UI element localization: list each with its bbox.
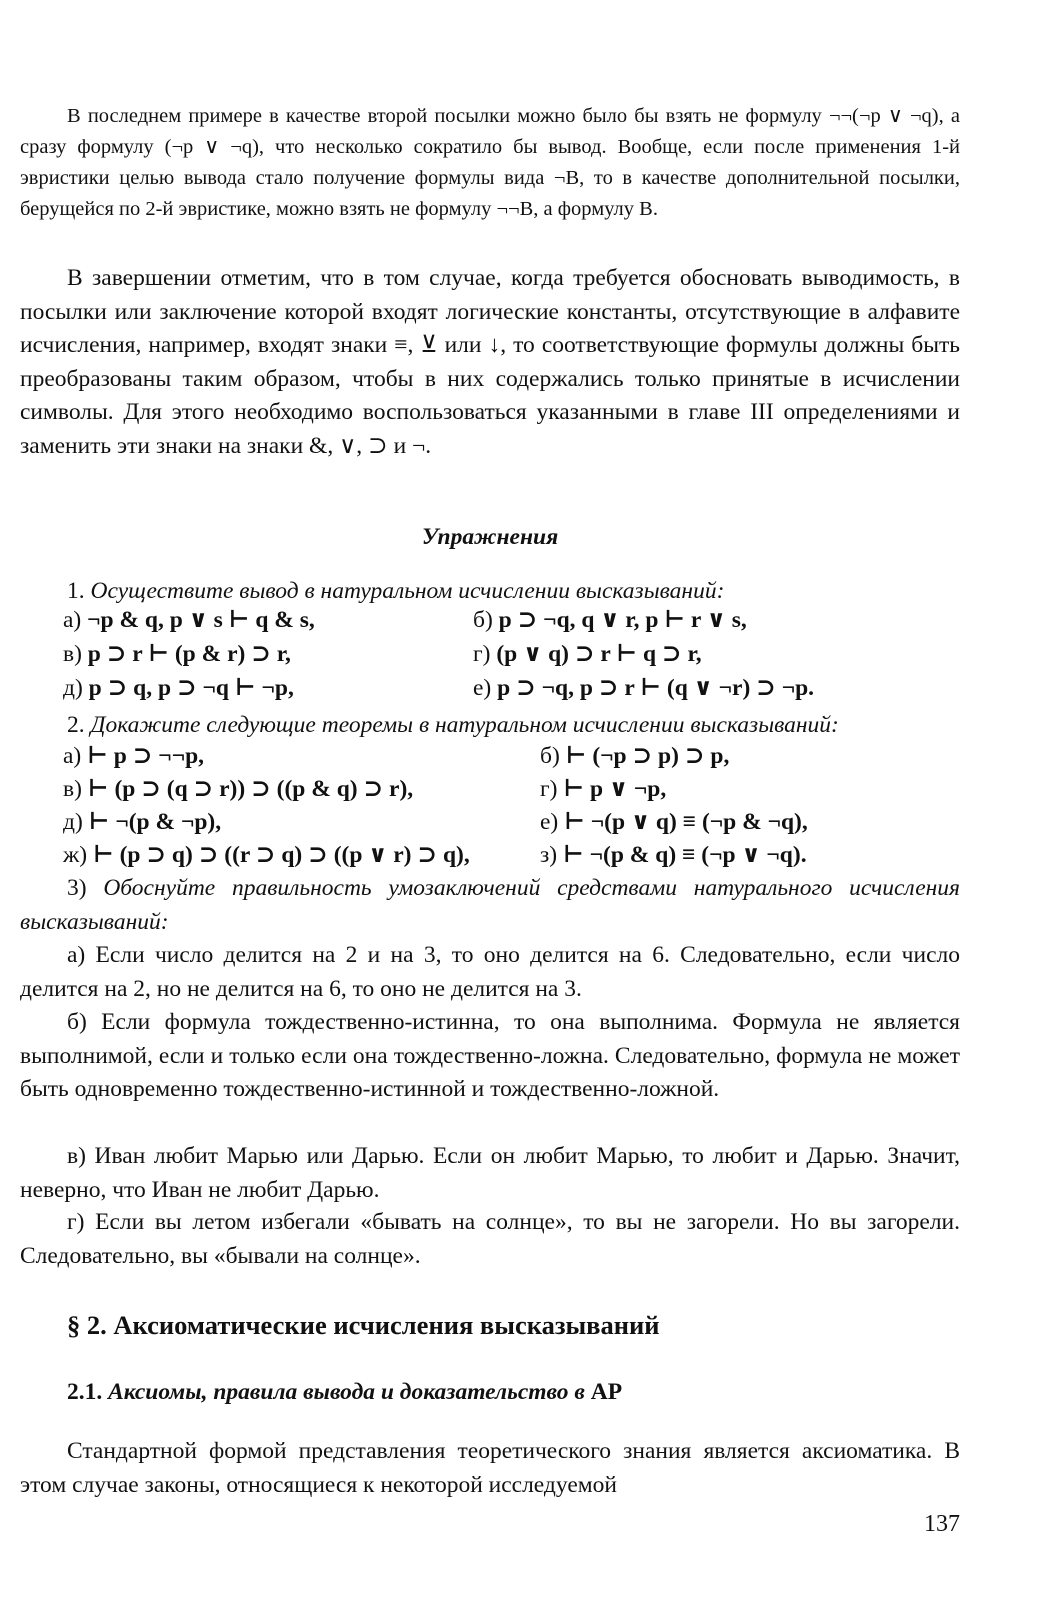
task-3-text: Обоснуйте правильность умозаключений средствами натурального исчисления высказываний: xyxy=(20,875,960,935)
task-1-item-b: б) p ⊃ ¬q, q ∨ r, p ⊢ r ∨ s, xyxy=(473,607,747,633)
task-2-item-v: в) ⊢ (p ⊃ (q ⊃ r)) ⊃ ((p & q) ⊃ r), xyxy=(63,776,414,802)
task-1-item-g: г) (p ∨ q) ⊃ r ⊢ q ⊃ r, xyxy=(473,641,702,667)
section-title: § 2. Аксиоматические исчисления высказываний xyxy=(67,1310,660,1340)
task-1-item-v: в) p ⊃ r ⊢ (p & r) ⊃ r, xyxy=(63,641,291,667)
task-2-text: Докажите следующие теоремы в натуральном исчислении высказываний: xyxy=(90,712,839,738)
subsection-title xyxy=(67,1379,622,1406)
task-1-number: 1. xyxy=(67,578,85,604)
subsection-number: 2.1. xyxy=(67,1379,103,1405)
task-1-text: Осуществите вывод в натуральном исчислении высказываний: xyxy=(90,578,725,604)
task-1-item-a: а) ¬p & q, p ∨ s ⊢ q & s, xyxy=(63,607,315,633)
task-2-item-d: д) ⊢ ¬(p & ¬p), xyxy=(63,809,222,835)
paragraph-axiomatics: Стандартной формой представления теоретического знания является аксиоматика. В этом случае законы, относящиеся к некоторой исследуемой xyxy=(20,1438,960,1498)
task-3-number: 3) xyxy=(67,875,87,901)
task-2-item-g: г) ⊢ p ∨ ¬p, xyxy=(540,776,667,802)
task-1-item-e: е) p ⊃ ¬q, p ⊃ r ⊢ (q ∨ ¬r) ⊃ ¬p. xyxy=(473,675,815,701)
paragraph-note: В последнем примере в качестве второй посылки можно было бы взять не формулу ¬¬(¬p ∨ ¬q), а сразу формулу (¬p ∨ ¬q), что несколько сократило бы вывод. Вообще, если после применения 1-й эвристики целью вывода стало получение формулы вида ¬B, то в качестве дополнительной посылки, берущейся по 2-й эвристике, можно взять не формулу ¬¬B, а формулу B. xyxy=(20,105,960,220)
subsection-text: Аксиомы, правила вывода и доказательство в xyxy=(108,1379,585,1405)
task-1-item-d: д) p ⊃ q, p ⊃ ¬q ⊢ ¬p, xyxy=(63,675,294,701)
task-3-header xyxy=(20,872,960,939)
task-3-item-g: г) Если вы летом избегали «бывать на солнце», то вы не загорели. Но вы загорели. Следовательно, вы «бывали на солнце». xyxy=(20,1209,960,1269)
task-3-item-b: б) Если формула тождественно-истинна, то она выполнима. Формула не является выполнимой, если и только если она тождественно-ложна. Следовательно, формула не может быть одновременно тождественно-истинной и тождественно-ложной. xyxy=(20,1009,960,1102)
paragraph-conclusion: В завершении отметим, что в том случае, когда требуется обосновать выводимость, в посылки или заключение которой входят логические константы, отсутствующие в алфавите исчисления, например, входят знаки ≡, ⊻ или ↓, то соответствующие формулы должны быть преобразованы таким образом, чтобы в них содержались только принятые в исчислении символы. Для этого необходимо воспользоваться указанными в главе III определениями и заменить эти знаки на знаки &, ∨, ⊃ и ¬. xyxy=(20,265,960,459)
subsection-suffix: АР xyxy=(590,1379,623,1405)
task-2-item-a: а) ⊢ p ⊃ ¬¬p, xyxy=(63,743,205,769)
task-2-item-e: е) ⊢ ¬(p ∨ q) ≡ (¬p & ¬q), xyxy=(540,809,808,835)
task-2-number: 2. xyxy=(67,712,85,738)
task-2-item-zh: ж) ⊢ (p ⊃ q) ⊃ ((r ⊃ q) ⊃ ((p ∨ r) ⊃ q), xyxy=(63,842,470,868)
exercises-heading: Упражнения xyxy=(421,524,559,550)
task-2-header xyxy=(67,709,839,742)
page-number: 137 xyxy=(924,1511,960,1537)
task-2-item-b: б) ⊢ (¬p ⊃ p) ⊃ p, xyxy=(540,743,730,769)
task-2-item-z: з) ⊢ ¬(p & q) ≡ (¬p ∨ ¬q). xyxy=(540,842,807,868)
task-3-item-a: а) Если число делится на 2 и на 3, то оно делится на 6. Следовательно, если число делится на 2, но не делится на 6, то оно не делится на 3. xyxy=(20,942,960,1002)
task-3-item-v: в) Иван любит Марью или Дарью. Если он любит Марью, то любит и Дарью. Значит, неверно, что Иван не любит Дарью. xyxy=(20,1143,960,1203)
